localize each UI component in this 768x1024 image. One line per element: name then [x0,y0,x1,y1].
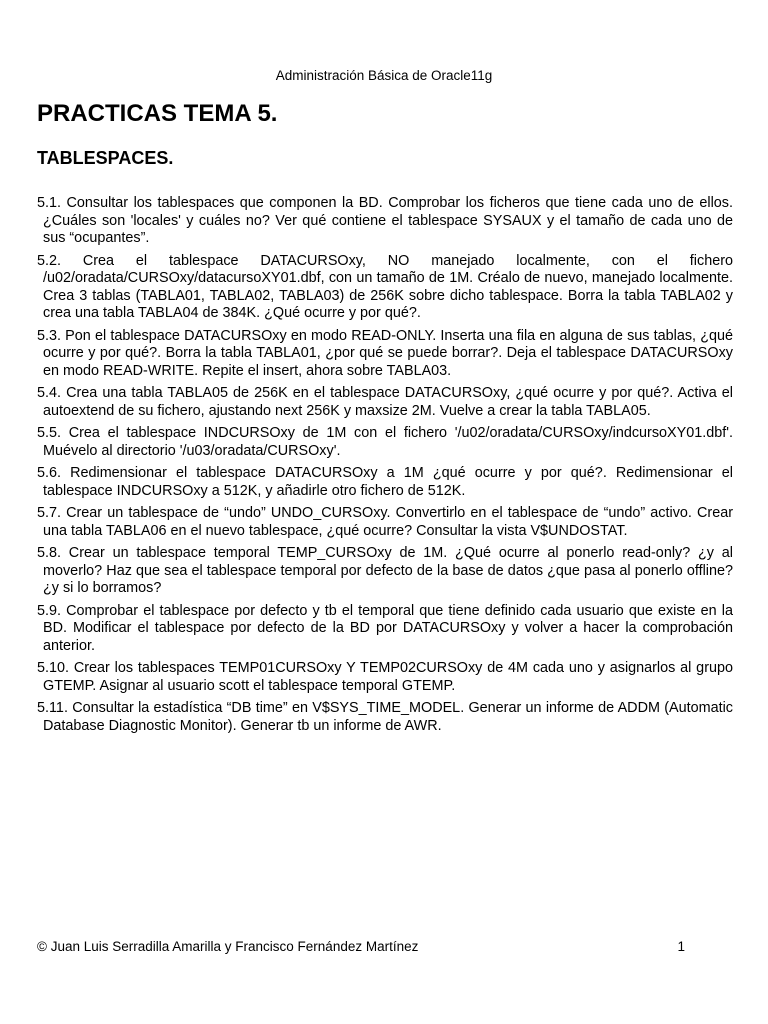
exercise-item-5-11: 5.11. Consultar la estadística “DB time” en V$SYS_TIME_MODEL. Generar un informe de ADDM (Automatic Database Diagnostic Monitor). Generar tb un informe de AWR. [37,700,733,734]
footer-copyright: © Juan Luis Serradilla Amarilla y Francisco Fernández Martínez [37,939,419,954]
page-footer [37,939,685,954]
exercise-list [37,195,733,740]
exercise-item-5-9: 5.9. Comprobar el tablespace por defecto y tb el temporal que tiene definido cada usuario que existe en la BD. Modificar el tablespace por defecto de la BD por DATACURSOxy y volver a hacer la comprobación anterior. [37,602,733,654]
exercise-item-5-7: 5.7. Crear un tablespace de “undo” UNDO_CURSOxy. Convertirlo en el tablespace de “undo” activo. Crear una tabla TABLA06 en el nuevo tablespace, ¿qué ocurre? Consultar la vista V$UNDOSTAT. [37,505,733,539]
exercise-item-5-10: 5.10. Crear los tablespaces TEMP01CURSOxy Y TEMP02CURSOxy de 4M cada uno y asignarlos al grupo GTEMP. Asignar al usuario scott el tablespace temporal GTEMP. [37,660,733,694]
exercise-item-5-5: 5.5. Crea el tablespace INDCURSOxy de 1M con el fichero '/u02/oradata/CURSOxy/indcursoXY01.dbf'. Muévelo al directorio '/u03/oradata/CURSOxy'. [37,425,733,459]
exercise-item-5-3: 5.3. Pon el tablespace DATACURSOxy en modo READ-ONLY. Inserta una fila en alguna de sus tablas, ¿qué ocurre y por qué?. Borra la tabla TABLA01, ¿por qué se puede borrar?. Deja el tablespace DATACURSOxy en modo READ-WRITE. Repite el insert, ahora sobre TABLA03. [37,327,733,379]
exercise-item-5-8: 5.8. Crear un tablespace temporal TEMP_CURSOxy de 1M. ¿Qué ocurre al ponerlo read-only? ¿y al moverlo? Haz que sea el tablespace temporal por defecto de la base de datos ¿que pasa al ponerlo offline? ¿y si lo borramos? [37,545,733,596]
document-title: PRACTICAS TEMA 5. [37,100,278,127]
exercise-item-5-2: 5.2. Crea el tablespace DATACURSOxy, NO manejado localmente, con el fichero /u02/oradata/CURSOxy/datacursoXY01.dbf, con un tamaño de 1M. Créalo de nuevo, manejado localmente. Crea 3 tablas (TABLA01, TABLA02, TABLA03) de 256K sobre dicho tablespace. Borra la tabla TABLA02 y crea una tabla TABLA04 de 384K. ¿Qué ocurre y por qué?. [37,252,733,321]
exercise-item-5-4: 5.4. Crea una tabla TABLA05 de 256K en el tablespace DATACURSOxy, ¿qué ocurre y por qué?. Activa el autoextend de su fichero, ajustando next 256K y maxsize 2M. Vuelve a crear la tabla TABLA05. [37,385,733,419]
page-header: Administración Básica de Oracle11g [275,68,493,83]
document-subtitle: TABLESPACES. [37,148,174,168]
page-number: 1 [677,939,685,954]
exercise-item-5-1: 5.1. Consultar los tablespaces que componen la BD. Comprobar los ficheros que tiene cada uno de ellos. ¿Cuáles son 'locales' y cuáles no? Ver qué contiene el tablespace SYSAUX y el tamaño de cada uno de sus “ocupantes”. [37,195,733,246]
exercise-item-5-6: 5.6. Redimensionar el tablespace DATACURSOxy a 1M ¿qué ocurre y por qué?. Redimensionar el tablespace INDCURSOxy a 512K, y añadirle otro fichero de 512K. [37,465,733,499]
